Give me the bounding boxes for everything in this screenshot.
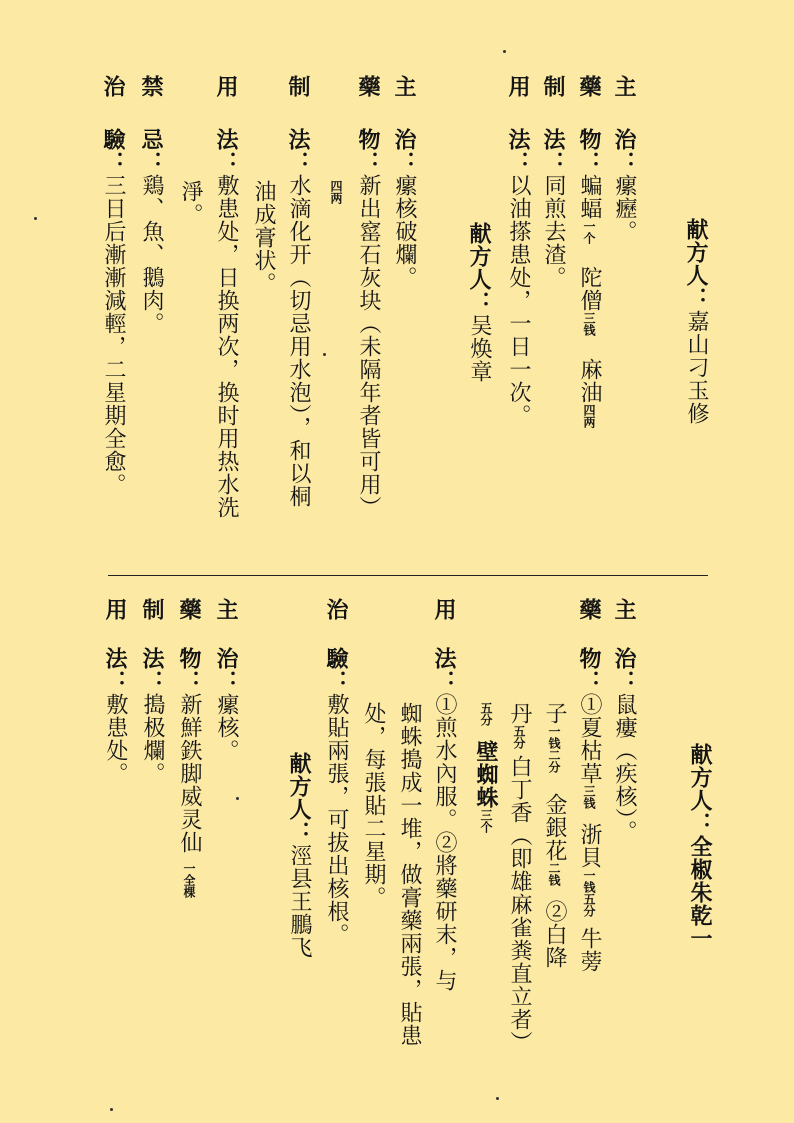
bottom-rx2-yong: 用法：敷患处。: [102, 598, 128, 785]
top-rx2-yong: 用法：敷患处，日换两次，换时用热水洗: [213, 75, 239, 519]
top-rx2-yao-qty: 四两: [329, 180, 343, 204]
bottom-rx1-yan: 治驗：敷貼兩張，可拔出核根。: [323, 598, 349, 946]
bottom-rx1-zhu: 主治：鼠瘻（疾核）。: [611, 598, 637, 843]
section-divider: [108, 575, 708, 576]
top-donor: [683, 218, 709, 425]
bottom-rx1-yao: 藥物：①夏枯草三钱浙貝一钱五分牛蒡: [576, 598, 602, 973]
print-speck: [503, 50, 506, 53]
top-donor2-name: 吴焕章: [467, 314, 492, 383]
print-speck: [110, 1108, 113, 1111]
bottom-rx1-yong-cont1: 蜘蛛搗成一堆，做膏藥兩張，貼患: [397, 702, 422, 1047]
top-rx2-yao: 藥物：新出窰石灰块（未隔年者皆可用）: [355, 75, 381, 519]
top-rx1-zhu: 主治：瘰癧。: [611, 75, 637, 243]
bottom-donor-label: 献方人：: [687, 743, 713, 835]
bottom-rx1-yao-line2: 子一钱二分金銀花二钱②白降: [542, 702, 567, 969]
print-speck: [323, 353, 326, 356]
bottom-donor2: [286, 752, 312, 959]
top-donor-label: 献方人：: [683, 218, 709, 310]
bottom-rx1-yao-line3: 丹五分白丁香（即雄麻雀粪直立者）: [507, 702, 532, 1054]
top-rx1-yong: 用法：以油搽患处，一日一次。: [505, 75, 531, 427]
print-speck: [236, 797, 239, 800]
bottom-rx1-yao-line4: 五分壁蜘蛛三个: [473, 702, 499, 833]
bottom-rx2-yao: 藥物：新鮮鉄脚威灵仙一全棵: [176, 598, 202, 898]
top-rx1-yao: 藥物：蝙蝠一个陀僧三钱麻油四两: [576, 75, 602, 428]
top-rx2-jin: 禁忌：鶏、魚、鵝肉。: [138, 75, 164, 335]
bottom-rx1-yong-cont2: 处，每張貼二星期。: [361, 702, 386, 909]
top-donor2: [466, 222, 492, 383]
bottom-donor: [687, 743, 713, 950]
top-donor-name: 嘉山刁玉修: [684, 310, 709, 425]
bottom-donor-name: 全椒朱乾一: [687, 835, 713, 950]
bottom-rx2-zhu: 主治：瘰核。: [213, 598, 239, 762]
print-speck: [34, 217, 37, 220]
bottom-rx2-zhi: 制法：搗极爛。: [139, 598, 165, 785]
top-donor2-label: 献方人：: [466, 222, 492, 314]
top-rx2-zhi-cont: 油成膏状。: [251, 180, 276, 295]
bottom-donor2-name: 涇县王鵬飞: [287, 844, 312, 959]
top-rx2-yong-cont: 淨。: [178, 180, 203, 226]
bottom-rx1-yong: 用法：①煎水內服。②將藥研末，与: [431, 598, 457, 992]
top-rx1-zhi: 制法：同煎去渣。: [540, 75, 566, 289]
print-speck: [496, 1097, 499, 1100]
bottom-donor2-label: 献方人：: [286, 752, 312, 844]
top-rx2-yan: 治驗：三日后漸漸減輕，二星期全愈。: [100, 75, 126, 496]
top-rx2-zhi: 制法：水滴化开（切忌用水泡），和以桐: [285, 75, 311, 508]
top-rx2-zhu: 主治：瘰核破爛。: [391, 75, 417, 289]
